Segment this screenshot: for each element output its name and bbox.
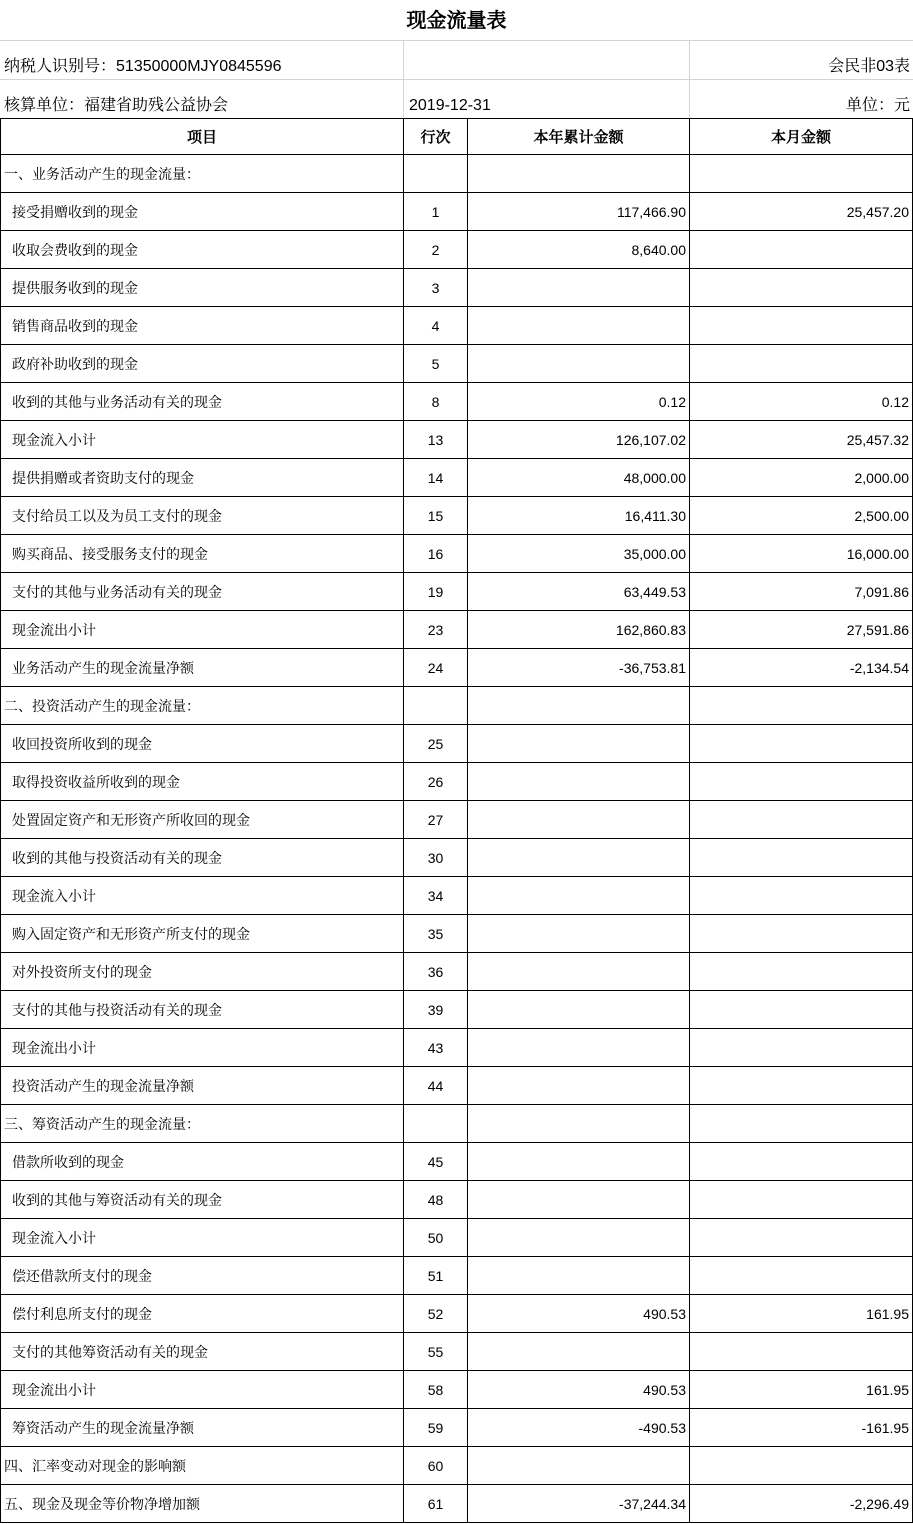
- entity-cell: [0, 80, 404, 118]
- month-amount-cell: [690, 155, 913, 193]
- line-no-cell: 23: [404, 611, 468, 649]
- unit-value: 元: [893, 97, 910, 114]
- month-amount-cell: [690, 801, 913, 839]
- form-code: 会民非03表: [828, 58, 910, 75]
- line-no-cell: 26: [404, 763, 468, 801]
- item-cell: 现金流出小计: [1, 611, 404, 649]
- ytd-amount-cell: [468, 1067, 690, 1105]
- item-cell: 提供捐赠或者资助支付的现金: [1, 459, 404, 497]
- month-amount-cell: 0.12: [690, 383, 913, 421]
- ytd-amount-cell: 162,860.83: [468, 611, 690, 649]
- month-amount-cell: [690, 877, 913, 915]
- line-no-cell: 45: [404, 1143, 468, 1181]
- month-amount-cell: [690, 269, 913, 307]
- month-amount-cell: [690, 345, 913, 383]
- taxpayer-id-value: 51350000MJY0845596: [116, 58, 282, 75]
- month-amount-cell: -161.95: [690, 1409, 913, 1447]
- section-heading: 五、现金及现金等价物净增加额: [1, 1485, 404, 1523]
- section-heading: 二、投资活动产生的现金流量：: [1, 687, 404, 725]
- ytd-amount-cell: [468, 725, 690, 763]
- ytd-amount-cell: 48,000.00: [468, 459, 690, 497]
- column-header-line-no: 行次: [404, 119, 468, 155]
- report-date-cell: [404, 80, 690, 118]
- info-row-entity: [0, 80, 913, 118]
- line-no-cell: 30: [404, 839, 468, 877]
- ytd-amount-cell: [468, 915, 690, 953]
- entity-name: 福建省助残公益协会: [84, 97, 229, 114]
- ytd-amount-cell: [468, 269, 690, 307]
- line-no-cell: [404, 1105, 468, 1143]
- section-heading: 一、业务活动产生的现金流量：: [1, 155, 404, 193]
- line-no-cell: 44: [404, 1067, 468, 1105]
- line-no-cell: 51: [404, 1257, 468, 1295]
- month-amount-cell: [690, 231, 913, 269]
- column-header-item: 项目: [1, 119, 404, 155]
- month-amount-cell: [690, 991, 913, 1029]
- item-cell: 收到的其他与筹资活动有关的现金: [1, 1181, 404, 1219]
- month-amount-cell: [690, 1333, 913, 1371]
- ytd-amount-cell: [468, 1257, 690, 1295]
- taxpayer-id-label: 纳税人识别号：: [4, 58, 117, 75]
- line-no-cell: 3: [404, 269, 468, 307]
- line-no-cell: 4: [404, 307, 468, 345]
- column-header-month-amount: 本月金额: [690, 119, 913, 155]
- unit-label: 单位：: [845, 97, 894, 114]
- ytd-amount-cell: -36,753.81: [468, 649, 690, 687]
- month-amount-cell: [690, 1219, 913, 1257]
- line-no-cell: 50: [404, 1219, 468, 1257]
- month-amount-cell: 27,591.86: [690, 611, 913, 649]
- ytd-amount-cell: 0.12: [468, 383, 690, 421]
- item-cell: 偿还借款所支付的现金: [1, 1257, 404, 1295]
- line-no-cell: 59: [404, 1409, 468, 1447]
- month-amount-cell: [690, 953, 913, 991]
- item-cell: 政府补助收到的现金: [1, 345, 404, 383]
- month-amount-cell: 2,000.00: [690, 459, 913, 497]
- item-cell: 偿付利息所支付的现金: [1, 1295, 404, 1333]
- ytd-amount-cell: [468, 345, 690, 383]
- item-cell: 收到的其他与投资活动有关的现金: [1, 839, 404, 877]
- month-amount-cell: 7,091.86: [690, 573, 913, 611]
- month-amount-cell: [690, 687, 913, 725]
- ytd-amount-cell: [468, 1219, 690, 1257]
- line-no-cell: 58: [404, 1371, 468, 1409]
- ytd-amount-cell: 8,640.00: [468, 231, 690, 269]
- section-heading: 四、汇率变动对现金的影响额: [1, 1447, 404, 1485]
- month-amount-cell: [690, 1067, 913, 1105]
- line-no-cell: 15: [404, 497, 468, 535]
- item-cell: 接受捐赠收到的现金: [1, 193, 404, 231]
- ytd-amount-cell: [468, 1143, 690, 1181]
- item-cell: 取得投资收益所收到的现金: [1, 763, 404, 801]
- line-no-cell: 13: [404, 421, 468, 459]
- taxpayer-id-cell: [0, 41, 404, 79]
- title-row: [0, 0, 913, 41]
- entity-label: 核算单位：: [4, 97, 85, 114]
- line-no-cell: [404, 687, 468, 725]
- ytd-amount-cell: [468, 1333, 690, 1371]
- item-cell: 支付给员工以及为员工支付的现金: [1, 497, 404, 535]
- ytd-amount-cell: [468, 991, 690, 1029]
- line-no-cell: 19: [404, 573, 468, 611]
- line-no-cell: 16: [404, 535, 468, 573]
- month-amount-cell: [690, 1447, 913, 1485]
- line-no-cell: 5: [404, 345, 468, 383]
- month-amount-cell: 2,500.00: [690, 497, 913, 535]
- blank-cell: [404, 41, 690, 79]
- item-cell: 购买商品、接受服务支付的现金: [1, 535, 404, 573]
- line-no-cell: 36: [404, 953, 468, 991]
- form-code-cell: [690, 41, 913, 79]
- month-amount-cell: 25,457.20: [690, 193, 913, 231]
- ytd-amount-cell: -490.53: [468, 1409, 690, 1447]
- line-no-cell: 34: [404, 877, 468, 915]
- ytd-amount-cell: [468, 1181, 690, 1219]
- ytd-amount-cell: 16,411.30: [468, 497, 690, 535]
- line-no-cell: 60: [404, 1447, 468, 1485]
- item-cell: 收取会费收到的现金: [1, 231, 404, 269]
- month-amount-cell: [690, 763, 913, 801]
- month-amount-cell: [690, 915, 913, 953]
- item-cell: 提供服务收到的现金: [1, 269, 404, 307]
- report-date: 2019-12-31: [409, 97, 491, 114]
- item-cell: 销售商品收到的现金: [1, 307, 404, 345]
- item-cell: 借款所收到的现金: [1, 1143, 404, 1181]
- ytd-amount-cell: [468, 839, 690, 877]
- line-no-cell: 52: [404, 1295, 468, 1333]
- month-amount-cell: [690, 1143, 913, 1181]
- line-no-cell: 43: [404, 1029, 468, 1067]
- item-cell: 现金流入小计: [1, 877, 404, 915]
- ytd-amount-cell: [468, 155, 690, 193]
- ytd-amount-cell: 63,449.53: [468, 573, 690, 611]
- ytd-amount-cell: [468, 877, 690, 915]
- item-cell: 购入固定资产和无形资产所支付的现金: [1, 915, 404, 953]
- page-title: 现金流量表: [406, 9, 507, 32]
- ytd-amount-cell: [468, 953, 690, 991]
- section-heading: 三、筹资活动产生的现金流量：: [1, 1105, 404, 1143]
- item-cell: 现金流出小计: [1, 1371, 404, 1409]
- cash-flow-table: [0, 118, 913, 1523]
- line-no-cell: 55: [404, 1333, 468, 1371]
- item-cell: 现金流出小计: [1, 1029, 404, 1067]
- ytd-amount-cell: 35,000.00: [468, 535, 690, 573]
- line-no-cell: 2: [404, 231, 468, 269]
- ytd-amount-cell: [468, 1029, 690, 1067]
- item-cell: 现金流入小计: [1, 1219, 404, 1257]
- line-no-cell: 14: [404, 459, 468, 497]
- ytd-amount-cell: [468, 1447, 690, 1485]
- item-cell: 支付的其他与业务活动有关的现金: [1, 573, 404, 611]
- month-amount-cell: 161.95: [690, 1371, 913, 1409]
- ytd-amount-cell: [468, 763, 690, 801]
- line-no-cell: 61: [404, 1485, 468, 1523]
- month-amount-cell: 16,000.00: [690, 535, 913, 573]
- ytd-amount-cell: 117,466.90: [468, 193, 690, 231]
- line-no-cell: 24: [404, 649, 468, 687]
- line-no-cell: 1: [404, 193, 468, 231]
- ytd-amount-cell: 490.53: [468, 1295, 690, 1333]
- line-no-cell: 8: [404, 383, 468, 421]
- line-no-cell: 48: [404, 1181, 468, 1219]
- line-no-cell: 35: [404, 915, 468, 953]
- line-no-cell: 27: [404, 801, 468, 839]
- ytd-amount-cell: [468, 307, 690, 345]
- item-cell: 支付的其他筹资活动有关的现金: [1, 1333, 404, 1371]
- month-amount-cell: 25,457.32: [690, 421, 913, 459]
- line-no-cell: 39: [404, 991, 468, 1029]
- item-cell: 投资活动产生的现金流量净额: [1, 1067, 404, 1105]
- ytd-amount-cell: [468, 801, 690, 839]
- month-amount-cell: [690, 839, 913, 877]
- item-cell: 业务活动产生的现金流量净额: [1, 649, 404, 687]
- line-no-cell: [404, 155, 468, 193]
- unit-cell: [690, 80, 913, 118]
- month-amount-cell: -2,134.54: [690, 649, 913, 687]
- ytd-amount-cell: [468, 1105, 690, 1143]
- month-amount-cell: [690, 725, 913, 763]
- month-amount-cell: [690, 1105, 913, 1143]
- month-amount-cell: -2,296.49: [690, 1485, 913, 1523]
- ytd-amount-cell: -37,244.34: [468, 1485, 690, 1523]
- item-cell: 对外投资所支付的现金: [1, 953, 404, 991]
- ytd-amount-cell: 126,107.02: [468, 421, 690, 459]
- line-no-cell: 25: [404, 725, 468, 763]
- info-row-taxpayer: [0, 41, 913, 80]
- month-amount-cell: 161.95: [690, 1295, 913, 1333]
- ytd-amount-cell: [468, 687, 690, 725]
- item-cell: 现金流入小计: [1, 421, 404, 459]
- item-cell: 支付的其他与投资活动有关的现金: [1, 991, 404, 1029]
- month-amount-cell: [690, 1257, 913, 1295]
- month-amount-cell: [690, 307, 913, 345]
- item-cell: 收到的其他与业务活动有关的现金: [1, 383, 404, 421]
- item-cell: 处置固定资产和无形资产所收回的现金: [1, 801, 404, 839]
- ytd-amount-cell: 490.53: [468, 1371, 690, 1409]
- month-amount-cell: [690, 1029, 913, 1067]
- item-cell: 筹资活动产生的现金流量净额: [1, 1409, 404, 1447]
- month-amount-cell: [690, 1181, 913, 1219]
- column-header-ytd-amount: 本年累计金额: [468, 119, 690, 155]
- item-cell: 收回投资所收到的现金: [1, 725, 404, 763]
